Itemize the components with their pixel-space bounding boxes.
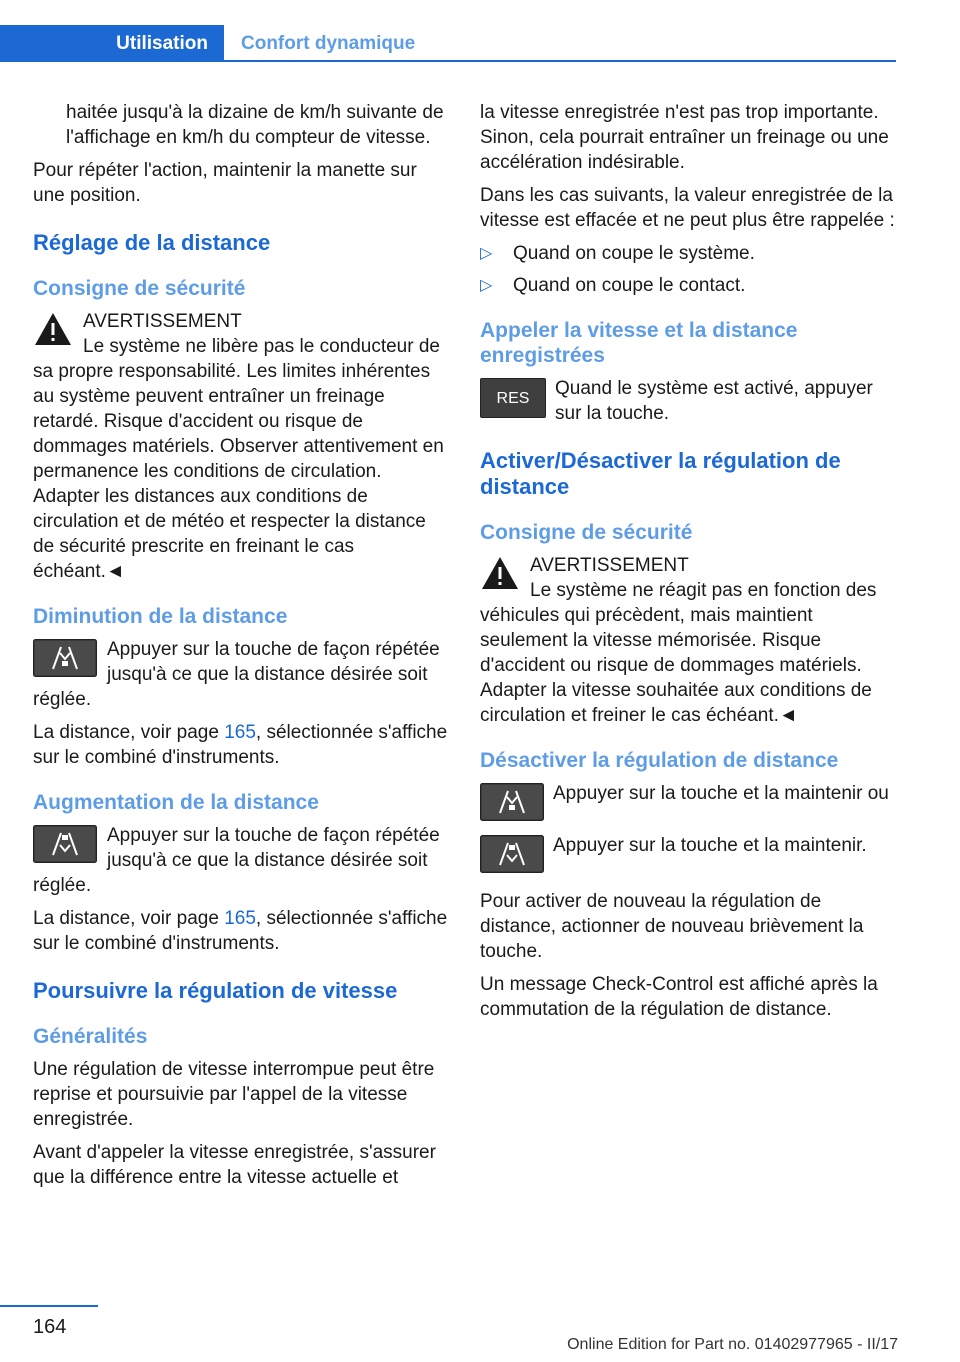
heading-disable-distance: Désactiver la régulation de distance xyxy=(480,749,839,772)
paragraph: haitée jusqu'à la dizaine de km/h suivante de l'affichage en km/h du compteur de vitesse. xyxy=(66,102,444,148)
paragraph: Un message Check-Control est affiché après la commutation de la régulation de distance. xyxy=(480,974,878,1020)
distance-increase-button-icon xyxy=(33,825,97,863)
heading-distance-setting: Réglage de la distance xyxy=(33,230,271,255)
decrease-block xyxy=(33,637,449,712)
footer-rule xyxy=(0,1305,98,1307)
right-column xyxy=(480,100,896,1030)
paragraph: la vitesse enregistrée n'est pas trop importante. Sinon, cela pourrait entraîner un freinage ou une accélération indésirable. xyxy=(480,102,889,173)
chapter-header xyxy=(0,25,960,62)
paragraph xyxy=(33,906,449,956)
warning-triangle-icon xyxy=(33,311,73,347)
edition-note: Online Edition for Part no. 01402977965 - II/17 xyxy=(567,1336,898,1353)
page-number: 164 xyxy=(33,1316,67,1338)
tab-confort-dynamique[interactable]: Confort dynamique xyxy=(241,32,416,54)
heading-general: Généralités xyxy=(33,1025,148,1048)
heading-safety-note: Consigne de sécurité xyxy=(33,277,246,300)
heading-toggle-distance: Activer/Désactiver la régulation de distance xyxy=(480,448,841,499)
disable-block-2 xyxy=(480,833,896,873)
list-item-text: Quand on coupe le contact. xyxy=(513,275,746,296)
increase-block xyxy=(33,823,449,898)
text: , sélectionnée s'affiche sur le combiné d'instruments. xyxy=(33,908,448,954)
disable-text-1: Appuyer sur la touche et la maintenir ou xyxy=(553,783,889,804)
warning-text: Le système ne libère pas le conducteur de sa propre responsabilité. Les limites inhérentes au système peuvent entraîner un freinage retardé. Risque d'accident ou risque de dommages matériels. Observer attentivement en permanence les conditions de circulation. Adapter les distances aux conditions de circulation et de météo et respecter la distance de sécurité prescrite en freinant le cas échéant.◄ xyxy=(33,336,444,582)
tab-utilisation[interactable]: Utilisation xyxy=(0,25,224,62)
heading-safety-note: Consigne de sécurité xyxy=(480,521,693,544)
page-link[interactable]: 165 xyxy=(224,722,256,743)
paragraph: Avant d'appeler la vitesse enregistrée, s'assurer que la différence entre la vitesse actuelle et xyxy=(33,1142,436,1188)
decrease-text: Appuyer sur la touche de façon répétée jusqu'à ce que la distance désirée soit réglée. xyxy=(33,639,440,710)
bullet-triangle-icon: ▷ xyxy=(480,277,493,294)
paragraph: Pour activer de nouveau la régulation de distance, actionner de nouveau brièvement la touche. xyxy=(480,891,864,962)
heading-increase-distance: Augmentation de la distance xyxy=(33,791,319,814)
header-rule xyxy=(0,60,896,62)
disable-block-1 xyxy=(480,781,896,821)
increase-text: Appuyer sur la touche de façon répétée jusqu'à ce que la distance désirée soit réglée. xyxy=(33,825,440,896)
distance-button-icon xyxy=(480,835,544,873)
warning-text: Le système ne réagit pas en fonction des véhicules qui précèdent, mais maintient seulement la vitesse mémorisée. Risque d'accident ou risque de dommages matériels. Adapter la vitesse souhaitée aux conditions de circulation et freiner le cas échéant.◄ xyxy=(480,580,877,726)
paragraph: Pour répéter l'action, maintenir la manette sur une position. xyxy=(33,160,417,206)
list-item-text: Quand on coupe le système. xyxy=(513,243,755,264)
text: , sélectionnée s'affiche sur le combiné d'instruments. xyxy=(33,722,448,768)
list-item xyxy=(480,273,896,298)
disable-text-2: Appuyer sur la touche et la maintenir. xyxy=(553,835,867,856)
page-link[interactable]: 165 xyxy=(224,908,256,929)
warning-triangle-icon xyxy=(480,555,520,591)
recall-block xyxy=(480,376,896,426)
bullet-triangle-icon: ▷ xyxy=(480,245,493,262)
heading-continue-cruise: Poursuivre la régulation de vitesse xyxy=(33,978,398,1003)
paragraph xyxy=(33,720,449,770)
res-label: RES xyxy=(496,389,530,407)
distance-decrease-button-icon xyxy=(33,639,97,677)
list-item xyxy=(480,241,896,266)
text: La distance, voir page xyxy=(33,908,225,929)
paragraph: Dans les cas suivants, la valeur enregistrée de la vitesse est effacée et ne peut plus être rappelée : xyxy=(480,185,895,231)
recall-text: Quand le système est activé, appuyer sur la touche. xyxy=(555,378,873,424)
left-column xyxy=(33,100,449,1198)
paragraph: Une régulation de vitesse interrompue peut être reprise et poursuivie par l'appel de la vitesse enregistrée. xyxy=(33,1059,435,1130)
warning-title: AVERTISSEMENT xyxy=(83,311,242,332)
text: La distance, voir page xyxy=(33,722,225,743)
heading-recall: Appeler la vitesse et la distance enregistrées xyxy=(480,319,798,367)
warning-block xyxy=(480,553,896,728)
bullet-list xyxy=(480,241,896,298)
heading-decrease-distance: Diminution de la distance xyxy=(33,605,288,628)
warning-title: AVERTISSEMENT xyxy=(530,555,689,576)
warning-block xyxy=(33,309,449,584)
distance-button-icon xyxy=(480,783,544,821)
res-button-icon xyxy=(480,378,546,418)
